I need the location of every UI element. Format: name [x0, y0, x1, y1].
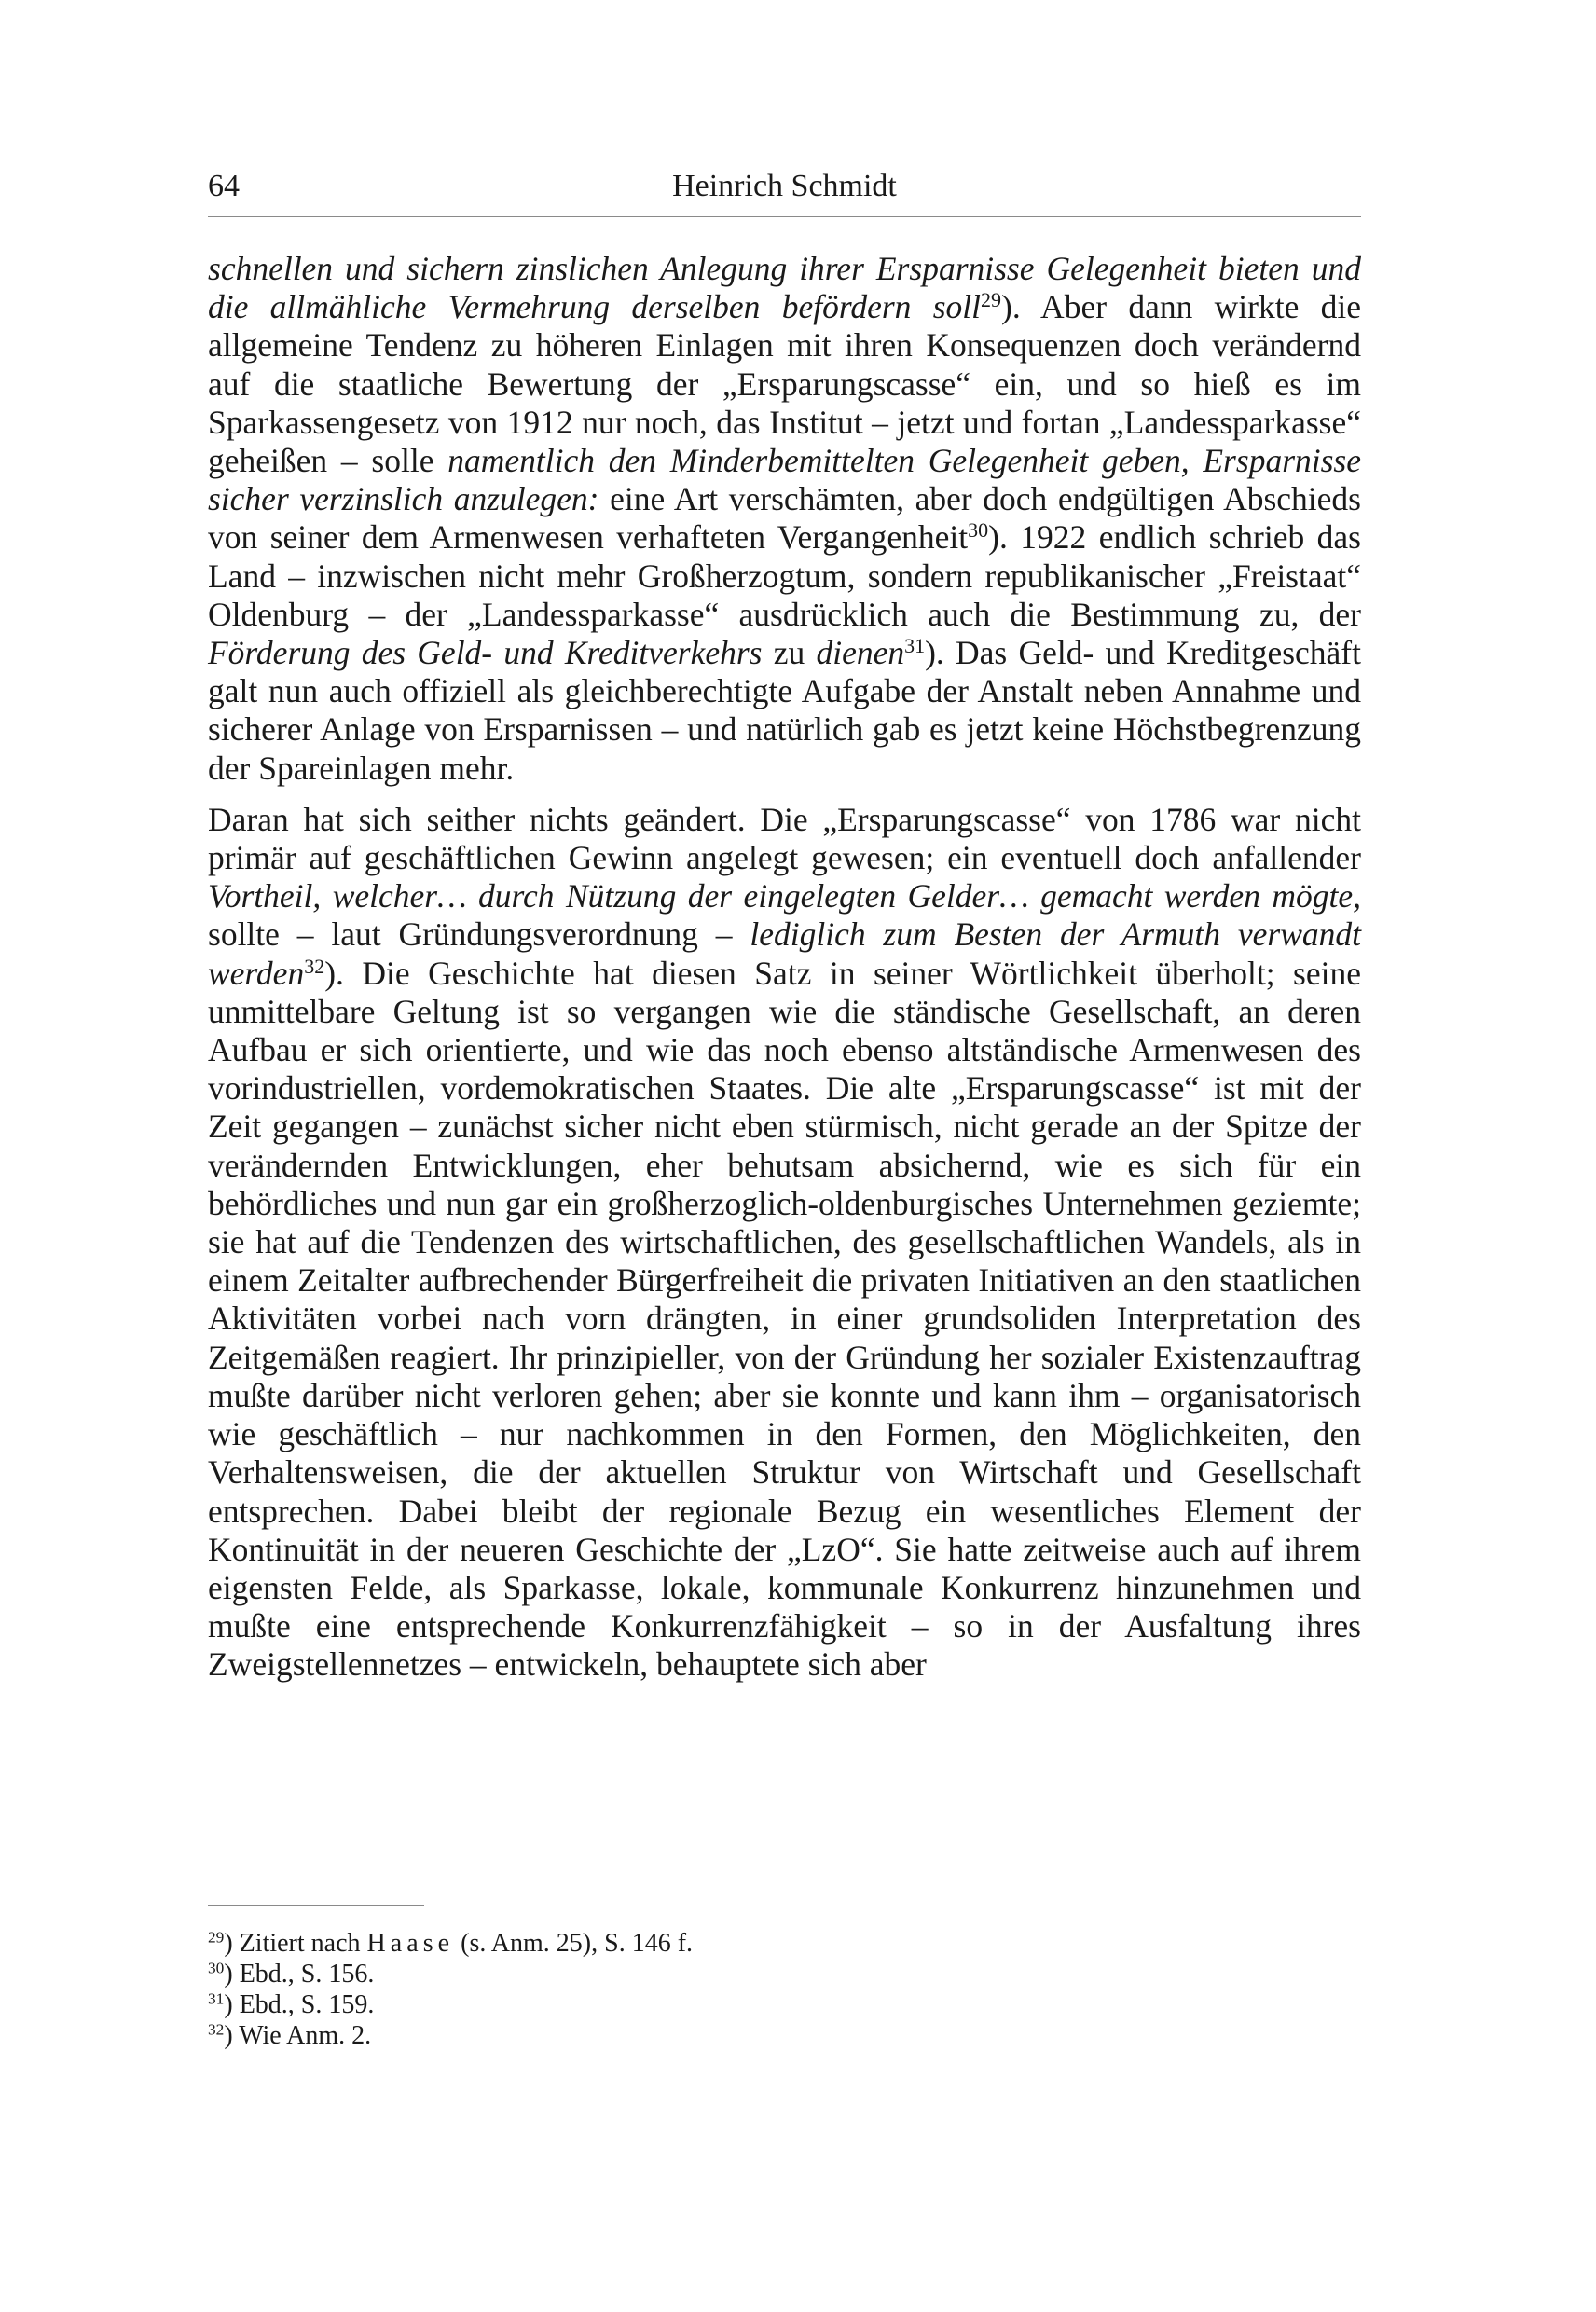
text-run: sollte – laut Gründungsverordnung –	[208, 915, 750, 954]
text-run: eine Art verschämten, aber doch endgültigen Abschieds von seiner dem Armenwesen verhafteten Vergangenheit	[208, 480, 1361, 557]
footnote	[208, 1989, 1361, 2020]
text-run: ). Die Geschichte hat diesen Satz in seiner Wörtlichkeit überholt; seine unmittelbare Geltung ist so vergangen wie die ständische Gesellschaft, an deren Aufbau er sich orientierte, und wie das noch ebenso altständische Armenwesen des vorindustriellen, vordemokratischen Staates. Die alte „Ersparungscasse“ ist mit der Zeit gegangen – zunächst sicher nicht eben stürmisch, nicht gerade an der Spitze der verändernden Entwicklungen, eher behutsam absichernd, wie es sich für ein behördliches und nun gar ein großherzoglich-oldenburgisches Unternehmen geziemte; sie hat auf die Tendenzen des wirtschaftlichen, des gesellschaftlichen Wandels, als in einem Zeitalter aufbrechender Bürgerfreiheit die privaten Initiativen an den staatlichen Aktivitäten vorbei nach vorn drängten, in einer grundsoliden Interpretation des Zeitgemäßen reagiert. Ihr prinzipieller, von der Gründung her sozialer Existenzauftrag mußte darüber nicht verloren gehen; aber sie konnte und kann ihm – organisatorisch wie geschäftlich – nur nachkommen in den Formen, den Möglichkeiten, den Verhaltensweisen, die der aktuellen Struktur von Wirtschaft und Gesellschaft entsprechen. Dabei bleibt der regionale Bezug ein wesentliches Element der Kontinuität in der neueren Geschichte der „LzO“. Sie hatte zeitweise auch auf ihrem eigensten Felde, als Sparkasse, lokale, kommunale Konkurrenz hinzunehmen und mußte eine entsprechende Konkurrenzfähigkeit – so in der Ausfaltung ihres Zweigstellennetzes – entwickeln, behauptete sich aber	[208, 954, 1361, 1684]
text-run: Daran hat sich seither nichts geändert. Die „Ersparungscasse“ von 1786 war nicht primär auf geschäftlichen Gewinn angelegt gewesen; ein eventuell doch anfallender	[208, 800, 1361, 877]
footnote-ref: 32	[304, 954, 325, 978]
footnote	[208, 1928, 1361, 1959]
footnote	[208, 2020, 1361, 2051]
footnote-ref: 29	[981, 288, 1002, 312]
paragraph	[208, 250, 1361, 788]
footnote-ref: 30	[968, 518, 989, 543]
footnote-text: (s. Anm. 25), S. 146 f.	[454, 1929, 694, 1958]
page-number: 64	[208, 169, 240, 203]
footnote-paren: )	[224, 2021, 240, 2050]
italic-quote: Förderung des Geld- und Kreditverkehrs	[208, 634, 763, 672]
footnote-ref: 31	[904, 633, 926, 657]
text-run: ). Das Geld- und Kreditgeschäft galt nun auch offiziell als gleichberechtigte Aufgabe der Anstalt neben Annahme und sicherer Anlage von Ersparnissen – und natürlich gab es jetzt keine Höchstbegrenzung der Spareinlagen mehr.	[208, 634, 1361, 787]
italic-quote: dienen	[816, 634, 905, 672]
footnote-number: 32	[208, 2020, 225, 2039]
italic-quote: namentlich den Minderbemittelten Gelegenheit geben, Ersparnisse sicher verzinslich anzulegen:	[208, 442, 1362, 518]
italic-quote: Vortheil, welcher… durch Nützung der eingelegten Gelder… gemacht werden mögte,	[208, 877, 1361, 915]
italic-quote: lediglich zum Besten der Armuth verwandt werden	[208, 915, 1361, 992]
footnotes	[208, 1928, 1361, 2051]
footnote-number: 31	[208, 1989, 225, 2008]
footnote-author: Haase	[366, 1929, 455, 1958]
footnote-text: Ebd., S. 159.	[239, 1990, 375, 2019]
footnote-text: Wie Anm. 2.	[239, 2021, 372, 2050]
text-run: ). Aber dann wirkte die allgemeine Tendenz zu höheren Einlagen mit ihren Konsequenzen doch verändernd auf die staatliche Bewertung der „Ersparungscasse“ ein, und so hieß es im Sparkassengesetz von 1912 nur noch, das Institut – jetzt und fortan „Landessparkasse“ geheißen – solle	[208, 288, 1361, 480]
footnote-paren: )	[224, 1960, 240, 1989]
footnote-text: Ebd., S. 156.	[239, 1960, 375, 1989]
footnote-number: 29	[208, 1928, 225, 1947]
running-head-author: Heinrich Schmidt	[672, 169, 897, 203]
footnote-paren: )	[224, 1990, 240, 2019]
footnote-number: 30	[208, 1959, 225, 1977]
header-rule	[208, 216, 1361, 217]
footnote	[208, 1959, 1361, 1989]
italic-quote: schnellen und sichern zinslichen Anlegung ihrer Ersparnisse Gelegenheit bieten und die allmähliche Vermehrung derselben befördern soll	[208, 250, 1361, 326]
footnote-text: Zitiert nach	[239, 1929, 367, 1958]
paragraph	[208, 801, 1361, 1685]
body-text	[208, 250, 1361, 1685]
text-run: zu	[762, 634, 817, 672]
footnote-paren: )	[224, 1929, 240, 1958]
footnote-rule	[208, 1905, 424, 1906]
text-run: ). 1922 endlich schrieb das Land – inzwischen nicht mehr Großherzogtum, sondern republikanischer „Freistaat“ Oldenburg – der „Landessparkasse“ ausdrücklich auch die Bestimmung zu, der	[208, 518, 1361, 633]
